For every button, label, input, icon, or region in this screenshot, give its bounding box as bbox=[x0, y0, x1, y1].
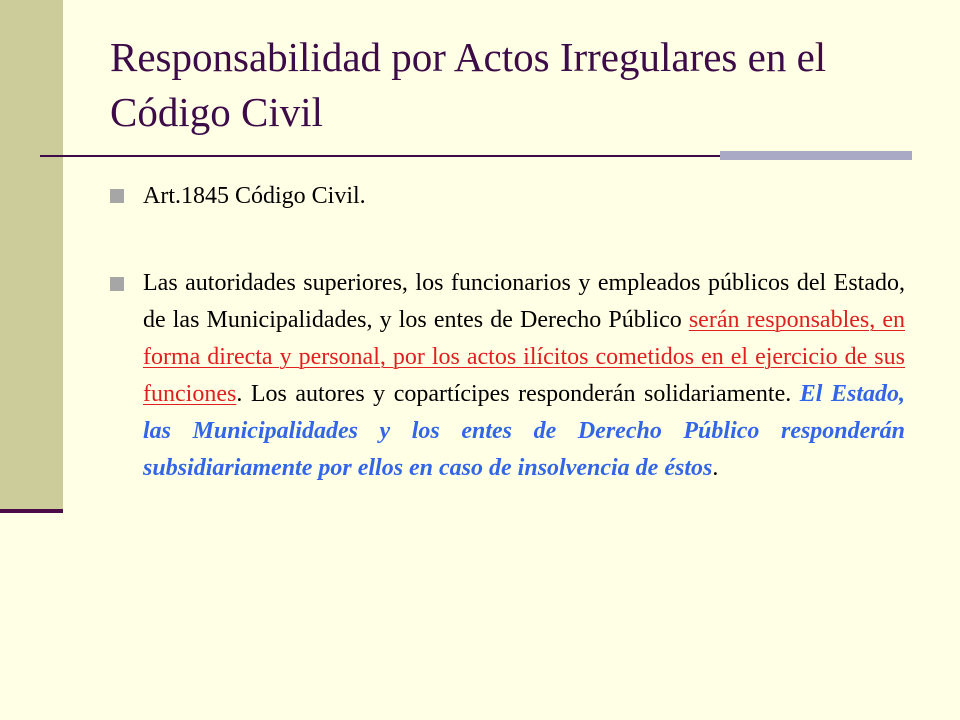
side-bar-decoration bbox=[0, 0, 63, 513]
bullet-item-article-text bbox=[110, 265, 905, 487]
bullet-list bbox=[110, 175, 905, 487]
square-bullet-icon bbox=[110, 189, 124, 203]
article-text-part-1: Las autoridades superiores, los funcionarios y empleados públicos del Estado, de las Municipalidades, y los entes de Derecho Público bbox=[143, 270, 905, 333]
side-bar-cap-line bbox=[0, 509, 63, 513]
article-text-part-3: . bbox=[712, 455, 719, 481]
bullet-item-article bbox=[110, 175, 905, 217]
article-text-subsidiary-highlight: El Estado, las Municipalidades y los entes de Derecho Público responderán subsidiariamente por ellos en caso de insolvencia de éstos bbox=[143, 381, 905, 481]
title-underline-gray bbox=[720, 151, 912, 160]
article-text-responsibility-highlight: serán responsables, en forma directa y personal, por los actos ilícitos cometidos en el ejercicio de sus funciones bbox=[143, 307, 905, 407]
slide-title: Responsabilidad por Actos Irregulares en el Código Civil bbox=[110, 34, 827, 135]
article-text-part-2: . Los autores y copartícipes responderán solidariamente. bbox=[236, 381, 800, 407]
title-underline-dark bbox=[40, 155, 720, 157]
square-bullet-icon bbox=[110, 277, 124, 291]
bullet-text: Art.1845 Código Civil. bbox=[143, 183, 366, 209]
